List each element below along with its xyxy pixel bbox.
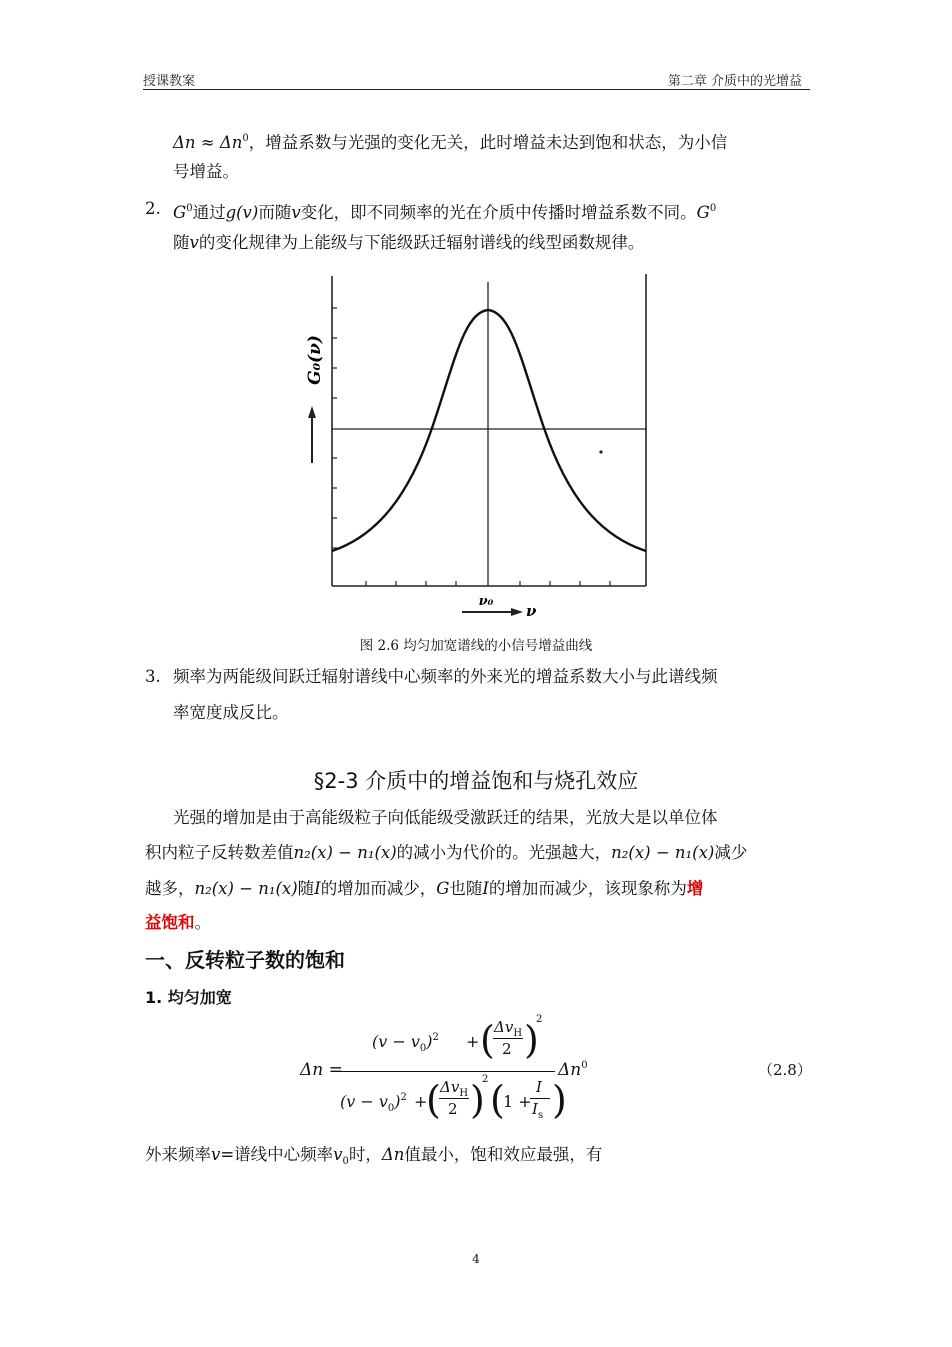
item-2-line-2: 随v的变化规律为上能级与下能级跃迁辐射谱线的线型函数规律。 [173,233,645,252]
equation-number: （2.8） [758,1061,812,1079]
eq-lhs: Δn = [300,1060,343,1080]
header-left: 授课教案 [143,74,196,89]
x-arrow-head [511,608,523,616]
page-number: 4 [472,1252,480,1266]
eq-denominator: $(v - v_0)^2$ + ( $\Delta v_H$ 2 ) 2 ( 1 + I $I_s$ ) [340,1074,567,1122]
x-center-label: ν₀ [478,594,494,609]
equation-2-8 [300,1014,720,1134]
item-3-line-1: 频率为两能级间跃迁辐射谱线中心频率的外来光的增益系数大小与此谱线频 [173,667,718,686]
item-2-line-1: $G^0$通过g(v)而随v变化，即不同频率的光在介质中传播时增益系数不同。$G^0$ [173,203,717,222]
section-title: §2-3 介质中的增益饱和与烧孔效应 [313,769,639,793]
intro-line-1: $\Delta n \approx \Delta n^0$，增益系数与光强的变化无关，此时增益未达到饱和状态，为小信 [173,133,728,152]
eq-rhs: $\Delta n^0$ [558,1060,588,1080]
item-3-number: 3. [145,667,161,686]
item-2-number: 2. [145,199,161,218]
heading-homogeneous: 1. 均匀加宽 [145,988,232,1007]
stray-dot [599,450,602,453]
header-right: 第二章 介质中的光增益 [667,74,802,89]
item-3-line-2: 率宽度成反比。 [173,703,289,722]
gain-curve [332,310,646,551]
y-axis-label: G₀(ν) [305,335,325,385]
header-rule [143,89,810,90]
para-line-4: 益饱和。 [145,913,211,932]
x-axis-label: ν [526,602,537,620]
para-line-2: 积内粒子反转数差值n₂(x) − n₁(x)的减小为代价的。光强越大，n₂(x) − n₁(x)减少 [145,843,748,862]
para-line-1: 光强的增加是由于高能级粒子向低能级受激跃迁的结果，光放大是以单位体 [173,808,718,827]
figure-caption: 图 2.6 均匀加宽谱线的小信号增益曲线 [359,638,593,654]
highlight-term-start: 增 [686,879,704,898]
last-line: 外来频率v=谱线中心频率$v_0$时，Δn值最小，饱和效应最强，有 [145,1145,603,1167]
para-line-3: 越多，n₂(x) − n₁(x)随I的增加而减少，G也随I的增加而减少，该现象称为增 [145,879,704,898]
gain-curve-figure [296,268,662,620]
highlight-term-end: 益饱和 [145,913,195,932]
delta-n-approx: Δn ≈ Δn [173,133,243,152]
eq-numerator: $(v - v_0)^2$ + ( $\Delta v_H$ 2 ) 2 [372,1014,543,1062]
y-arrow-head [308,406,316,418]
heading-inversion-saturation: 一、反转粒子数的饱和 [145,948,345,972]
intro-line-2: 号增益。 [173,162,239,181]
eq-fraction-bar [340,1071,555,1072]
